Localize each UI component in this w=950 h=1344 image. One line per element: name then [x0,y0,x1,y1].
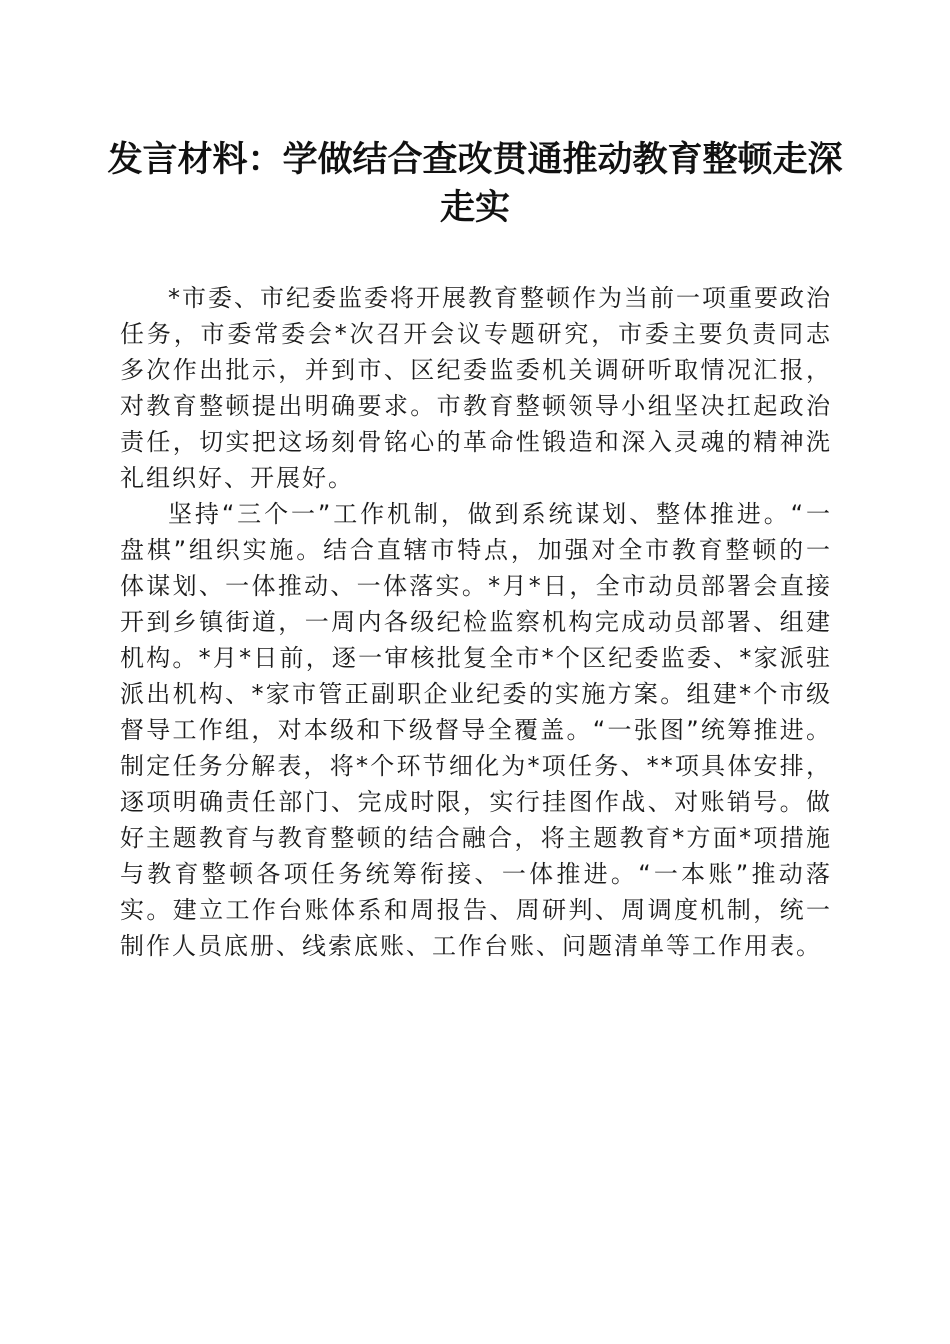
document-body [120,280,832,964]
paragraph-1: *市委、市纪委监委将开展教育整顿作为当前一项重要政治任务，市委常委会*次召开会议专题研究，市委主要负责同志多次作出批示，并到市、区纪委监委机关调研听取情况汇报，对教育整顿提出明确要求。市教育整顿领导小组坚决扛起政治责任，切实把这场刻骨铭心的革命性锻造和深入灵魂的精神洗礼组织好、开展好。 [120,284,832,492]
paragraph-2: 坚持“三个一”工作机制，做到系统谋划、整体推进。“一盘棋”组织实施。结合直辖市特点，加强对全市教育整顿的一体谋划、一体推动、一体落实。*月*日，全市动员部署会直接开到乡镇街道，一周内各级纪检监察机构完成动员部署、组建机构。*月*日前，逐一审核批复全市*个区纪委监委、*家派驻派出机构、*家市管正副职企业纪委的实施方案。组建*个市级督导工作组，对本级和下级督导全覆盖。“一张图”统筹推进。制定任务分解表，将*个环节细化为*项任务、**项具体安排，逐项明确责任部门、完成时限，实行挂图作战、对账销号。做好主题教育与教育整顿的结合融合，将主题教育*方面*项措施与教育整顿各项任务统筹衔接、一体推进。“一本账”推动落实。建立工作台账体系和周报告、周研判、周调度机制，统一制作人员底册、线索底账、工作台账、问题清单等工作用表。 [120,500,832,960]
document-title: 发言材料：学做结合查改贯通推动教育整顿走深走实 [107,139,843,228]
